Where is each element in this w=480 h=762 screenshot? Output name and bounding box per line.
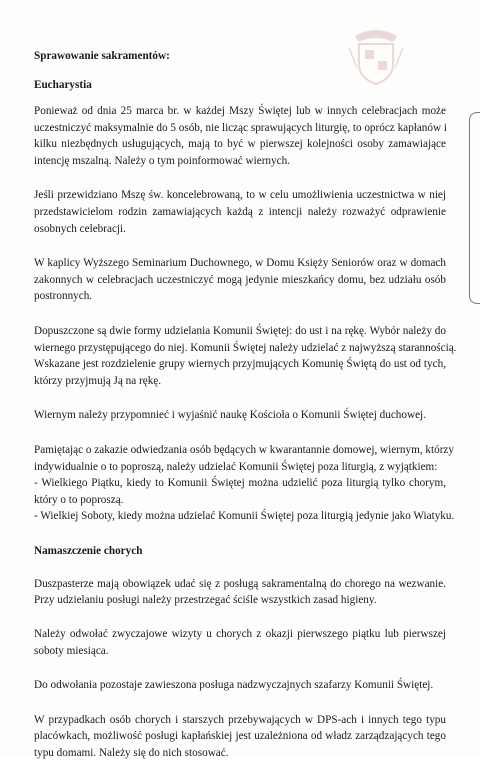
paragraph-communion-forms [34,323,457,389]
text-line: który o to poproszą. [34,493,124,506]
text-line: Wiernym należy przypomnieć i wyjaśnić naukę Kościoła o Komunii Świętej duchowej. [34,409,426,422]
paragraph-communion-outside-liturgy [34,442,455,525]
text-line: postronnych. [34,290,93,303]
section-heading-eucharist: Eucharystia [34,79,92,91]
paragraph-cancel-visits [34,626,446,659]
text-line: przedstawicielom rodzin zamawiających każdą z intencji należy rozważyć odprawienie [34,205,446,218]
text-line: zakonnych w celebracjach uczestniczyć mogą jedynie mieszkańcy domu, bez udziału osób [34,273,446,286]
text-line: Wskazane jest rozdzielenie grupy wiernych przyjmujących Komunię Świętą do ust od tych, [34,358,446,371]
text-line: którzy przyjmują Ją na rękę. [34,374,162,387]
text-line: - Wielkiej Soboty, kiedy można udzielać Komunii Świętej poza liturgią jedynie jako Wiatyku. [34,510,455,523]
text-line: Jeśli przewidziano Mszę św. koncelebrowaną, to w celu umożliwienia uczestnictwa w niej [34,189,446,202]
paragraph-seminary-chapels [34,255,446,305]
text-line: intencję mszalną. Należy o tym poinformować wiernych. [34,154,290,167]
text-line: W przypadkach osób chorych i starszych przebywających w DPS-ach i innych tego typu [34,713,446,726]
text-line: - Wielkiego Piątku, kiedy to Komunii Świętej można udzielić poza liturgią tylko chorym, [34,477,446,490]
text-line: uczestniczyć maksymalnie do 5 osób, nie licząc sprawujących liturgię, to oprócz kapłanów i [34,121,447,134]
document-title: Sprawowanie sakramentów: [34,50,170,62]
paragraph-extraordinary-ministers [34,677,446,694]
text-line: kilku niezbędnych usługujących, mają to być w pierwszej kolejności osoby zamawiające [34,138,446,151]
text-line: Ponieważ od dnia 25 marca br. w każdej Mszy Świętej lub w innych celebracjach może [34,105,446,117]
text-line: Przy udzielaniu posługi należy przestrzegać ściśle wszystkich zasad higieny. [34,594,377,607]
text-line: soboty miesiąca. [34,644,109,657]
text-line: Pamiętając o zakazie odwiedzania osób będących w kwarantannie domowej, wiernym, którzy [34,443,454,456]
text-line: wiernego przystępującego do niej. Komunii Świętej należy udzielać z najwyższą starannością. [34,341,457,354]
text-line: typu domami. Należy się do nich stosować. [34,747,229,760]
text-line: Duszpasterze mają obowiązek udać się z posługą sakramentalną do chorego na wezwanie. [34,577,446,590]
text-line: Należy odwołać zwyczajowe wizyty u chorych z okazji pierwszego piątku lub pierwszej [34,628,446,641]
text-line: Do odwołania pozostaje zawieszona posługa nadzwyczajnych szafarzy Komunii Świętej. [34,679,434,692]
paragraph-pastoral-duty [34,576,446,609]
section-heading-anointing: Namaszczenie chorych [34,544,143,557]
text-line: W kaplicy Wyższego Seminarium Duchownego, w Domu Księży Seniorów oraz w domach [34,257,446,270]
paragraph-concelebration [34,187,446,237]
paragraph-participants-limit [34,103,446,169]
paragraph-care-homes [34,712,446,762]
text-line: indywidualnie o to poproszą, należy udzielać Komunii Świętej poza liturgią, z wyjątkiem: [34,460,438,473]
text-line: osobnych celebracji. [34,222,126,235]
paragraph-spiritual-communion [34,407,446,424]
text-line: Dopuszczone są dwie formy udzielania Komunii Świętej: do ust i na rękę. Wybór należy do [34,324,446,337]
document-body [34,48,457,762]
page-edge-bracket [469,112,480,304]
text-line: placówkach, możliwość posługi kapłańskiej jest uzależniona od władz zarządzających tego [34,730,446,743]
